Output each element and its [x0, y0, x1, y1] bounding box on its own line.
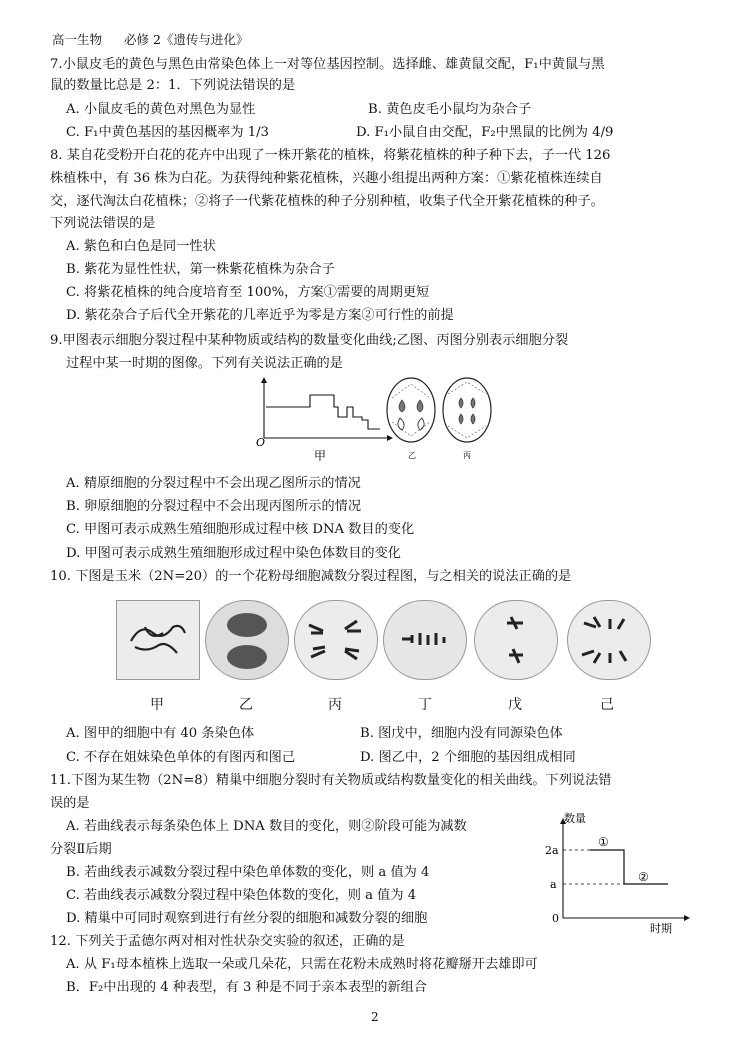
q11-curve — [590, 850, 668, 884]
fig-label-yi: 乙 — [408, 451, 416, 460]
chromosome-sets — [309, 621, 361, 659]
q7-option-d: D. F₁小鼠自由交配，F₂中黑鼠的比例为 4/9 — [356, 125, 614, 140]
origin-label: 0 — [552, 912, 559, 925]
page-header — [52, 30, 266, 48]
micrograph-bing — [294, 600, 378, 680]
q7-option-a: A. 小鼠皮毛的黄色对黑色为显性 — [66, 102, 256, 117]
q11-graph — [538, 806, 698, 934]
q11-stem-line1: 11.下图为某生物（2N=8）精巢中细胞分裂时有关物质或结构数量变化的相关曲线。下列说法错 — [50, 773, 612, 788]
q10-stem-line1: 10. 下图是玉米（2N=20）的一个花粉母细胞减数分裂过程图，与之相关的说法正确的是 — [50, 569, 572, 584]
micrograph-yi — [205, 600, 289, 680]
micrograph-ding-svg — [384, 601, 466, 679]
metaphase-plate — [402, 633, 444, 645]
micrograph-jia — [116, 600, 200, 680]
y-axis-arrow-icon — [261, 377, 267, 383]
chromosome-shapes — [459, 398, 475, 408]
fig-label-jia: 甲 — [314, 449, 327, 463]
q12-stem-line1: 12. 下列关于孟德尔两对相对性状杂交实验的叙述，正确的是 — [50, 934, 405, 949]
chromosome-strands — [131, 626, 185, 653]
q9-graph-jia — [256, 377, 393, 463]
x-axis-label: 时期 — [650, 922, 672, 934]
q8-stem-line4: 下列说法错误的是 — [50, 216, 156, 231]
micrograph-label-ding: 丁 — [418, 697, 432, 713]
page-number: 2 — [371, 1010, 379, 1024]
micrograph-yi-svg — [206, 601, 288, 679]
q9-option-a: A. 精原细胞的分裂过程中不会出现乙图所示的情况 — [66, 476, 361, 491]
q10-option-d: D. 图乙中，2 个细胞的基因组成相同 — [360, 750, 576, 765]
chromosome-shapes-lower — [398, 418, 424, 430]
q8-option-d: D. 紫花杂合子后代全开紫花的几率近乎为零是方案②可行性的前提 — [66, 308, 454, 323]
q7-option-b: B. 黄色皮毛小鼠均为杂合子 — [368, 102, 532, 117]
q12-option-a: A. 从 F₁母本植株上选取一朵或几朵花，只需在花粉未成熟时将花瓣掰开去雄即可 — [66, 957, 538, 972]
q9-option-b: B. 卵原细胞的分裂过程中不会出现丙图所示的情况 — [66, 499, 362, 514]
micrograph-label-yi: 乙 — [239, 697, 253, 713]
x-axis-arrow-icon — [387, 435, 393, 441]
spindle-lines — [448, 382, 486, 438]
q7-stem-line1: 7.小鼠皮毛的黄色与黑色由常染色体上一对等位基因控制。选择雌、雄黄鼠交配，F₁中黄鼠与黑 — [50, 57, 605, 72]
header-course: 高一生物 — [52, 32, 103, 47]
q9-option-d: D. 甲图可表示成熟生殖细胞形成过程中染色体数目的变化 — [66, 546, 401, 561]
nucleus-top — [227, 613, 267, 637]
header-book: 必修 2《遗传与进化》 — [124, 32, 249, 47]
q8-stem-line3: 交，逐代淘汰白花植株；②将子一代紫花植株的种子分别种植，收集子代全开紫花植株的种子。 — [50, 194, 604, 209]
origin-label: O — [256, 436, 266, 449]
micrograph-label-wu: 戊 — [508, 697, 522, 713]
q8-stem-line1: 8. 某自花受粉开白花的花卉中出现了一株开紫花的植株，将紫花植株的种子种下去，子一代 126 — [50, 148, 611, 163]
micrograph-bing-svg — [295, 601, 377, 679]
chromosome-groups — [507, 617, 523, 663]
q7-option-c: C. F₁中黄色基因的基因概率为 1/3 — [66, 125, 269, 140]
q8-option-c: C. 将紫花植株的纯合度培育至 100%，方案①需要的周期更短 — [66, 285, 430, 300]
y-axis-label: 数量 — [564, 812, 586, 825]
q8-option-a: A. 紫色和白色是同一性状 — [66, 239, 216, 254]
stage-1-marker: ① — [598, 835, 609, 849]
chromosome-shapes-lower — [459, 414, 475, 424]
micrograph-ji-svg — [568, 601, 650, 679]
cell-membrane — [443, 378, 491, 442]
q10-option-b: B. 图戊中，细胞内没有同源染色体 — [360, 726, 563, 741]
micrograph-label-ji: 己 — [600, 697, 614, 713]
x-axis-arrow-icon — [684, 915, 690, 921]
chromosome-shapes — [399, 400, 423, 412]
tick-label-2a: 2a — [545, 844, 559, 857]
q8-option-b: B. 紫花为显性性状，第一株紫花植株为杂合子 — [66, 262, 335, 277]
micrograph-wu — [474, 600, 558, 680]
micrograph-label-bing: 丙 — [328, 697, 342, 713]
q12-option-b: B．F₂中出现的 4 种表型，有 3 种是不同于亲本表型的新组合 — [66, 980, 427, 995]
q10-option-c: C. 不存在姐妹染色单体的有图丙和图己 — [66, 750, 296, 765]
q9-figure — [252, 376, 492, 470]
q9-curve — [266, 395, 380, 429]
micrograph-jia-svg — [117, 601, 199, 679]
fig-label-bing: 丙 — [463, 451, 471, 460]
q11-stem-line2: 误的是 — [50, 796, 90, 811]
q9-stem-line2: 过程中某一时期的图像。下列有关说法正确的是 — [66, 356, 343, 371]
q9-cell-bing — [443, 378, 491, 460]
q10-option-a: A. 图甲的细胞中有 40 条染色体 — [66, 726, 255, 741]
spindle-lines — [392, 384, 430, 436]
q7-stem-line2: 鼠的数量比总是 2：1．下列说法错误的是 — [50, 78, 296, 93]
q11-option-d: D. 精巢中可同时观察到进行有丝分裂的细胞和减数分裂的细胞 — [66, 911, 428, 926]
q11-option-a-line1: A. 若曲线表示每条染色体上 DNA 数目的变化，则②阶段可能为减数 — [66, 819, 467, 834]
stage-2-marker: ② — [638, 870, 649, 884]
q8-stem-line2: 株植株中，有 36 株为白花。为获得纯种紫花植株，兴趣小组提出两种方案：①紫花植株连续自 — [50, 171, 603, 186]
q11-option-b: B. 若曲线表示减数分裂过程中染色单体数的变化，则 a 值为 4 — [66, 865, 430, 880]
q11-option-a-line2: 分裂Ⅱ后期 — [50, 842, 112, 857]
micrograph-ji — [567, 600, 651, 680]
cell-membrane — [387, 378, 435, 442]
q9-cell-yi — [387, 378, 435, 460]
micrograph-label-jia: 甲 — [150, 697, 164, 713]
q9-stem-line1: 9.甲图表示细胞分裂过程中某种物质或结构的数量变化曲线;乙图、丙图分别表示细胞分裂 — [50, 333, 569, 348]
q11-option-c: C. 若曲线表示减数分裂过程中染色体数的变化，则 a 值为 4 — [66, 888, 417, 903]
micrograph-wu-svg — [475, 601, 557, 679]
nucleus-bottom — [227, 645, 267, 669]
tick-label-a: a — [550, 878, 557, 891]
chromosome-groups — [582, 617, 626, 663]
q9-option-c: C. 甲图可表示成熟生殖细胞形成过程中核 DNA 数目的变化 — [66, 522, 415, 537]
micrograph-ding — [383, 600, 467, 680]
